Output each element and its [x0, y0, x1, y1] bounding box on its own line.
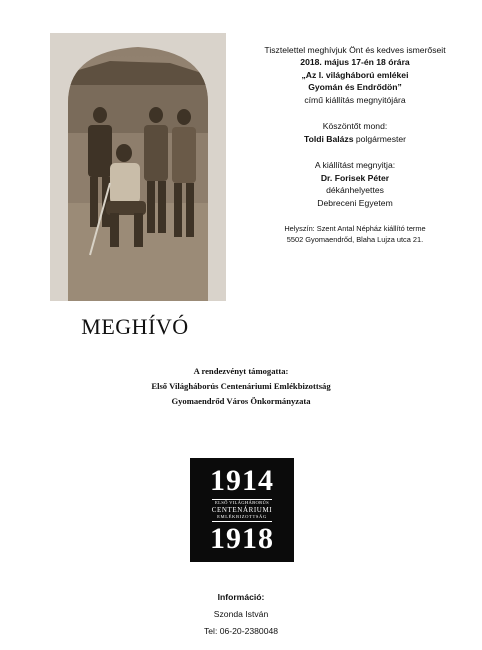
venue-address: 5502 Gyomaendrőd, Blaha Lujza utca 21.	[286, 235, 424, 245]
opening-role: dékánhelyettes	[326, 185, 384, 196]
centenary-logo	[190, 458, 294, 562]
venue-name: Helyszín: Szent Antal Népház kiállító terme	[284, 223, 426, 233]
support-org-1: Első Világháborús Centenáriumi Emlékbizottság	[151, 381, 331, 392]
info-name: Szonda István	[213, 608, 269, 619]
info-label: Információ:	[217, 592, 265, 602]
logo-line-1: ELSŐ VILÁGHÁBORÚS	[215, 500, 269, 505]
support-section	[0, 364, 482, 409]
exhibition-subtitle: című kiállítás megnyitójára	[304, 94, 406, 105]
greeting-speaker	[236, 133, 474, 145]
invitation-intro: Tisztelettel meghívjuk Önt és kedves ismerőseit	[264, 45, 446, 55]
historical-photo	[50, 33, 226, 301]
exhibition-title-line-2: Gyomán és Endrődön”	[308, 82, 402, 93]
invitation-heading: MEGHÍVÓ	[81, 314, 189, 339]
soldiers-photo-image	[50, 33, 226, 301]
logo-line-3: EMLÉKBIZOTTSÁG	[217, 514, 267, 519]
greeting-role: polgármester	[353, 133, 407, 144]
logo-year-top: 1914	[210, 464, 274, 497]
exhibition-title-line-1: „Az I. világháború emlékei	[301, 69, 409, 80]
opening-org: Debreceni Egyetem	[317, 197, 393, 208]
greeting-name: Toldi Balázs	[303, 133, 354, 144]
invitation-details	[236, 44, 474, 245]
greeting-label: Köszöntőt mond:	[322, 121, 388, 132]
logo-year-bottom: 1918	[210, 522, 274, 555]
opening-name: Dr. Forisek Péter	[320, 172, 390, 183]
event-date: 2018. május 17-én 18 órára	[300, 57, 410, 68]
contact-info	[0, 589, 482, 639]
support-org-2: Gyomaendrőd Város Önkormányzata	[171, 396, 311, 407]
opening-label: A kiállítást megnyitja:	[314, 160, 396, 171]
info-phone: Tel: 06-20-2380048	[203, 625, 279, 636]
support-label: A rendezvényt támogatta:	[193, 366, 289, 376]
logo-line-2: CENTENÁRIUMI	[211, 506, 273, 514]
